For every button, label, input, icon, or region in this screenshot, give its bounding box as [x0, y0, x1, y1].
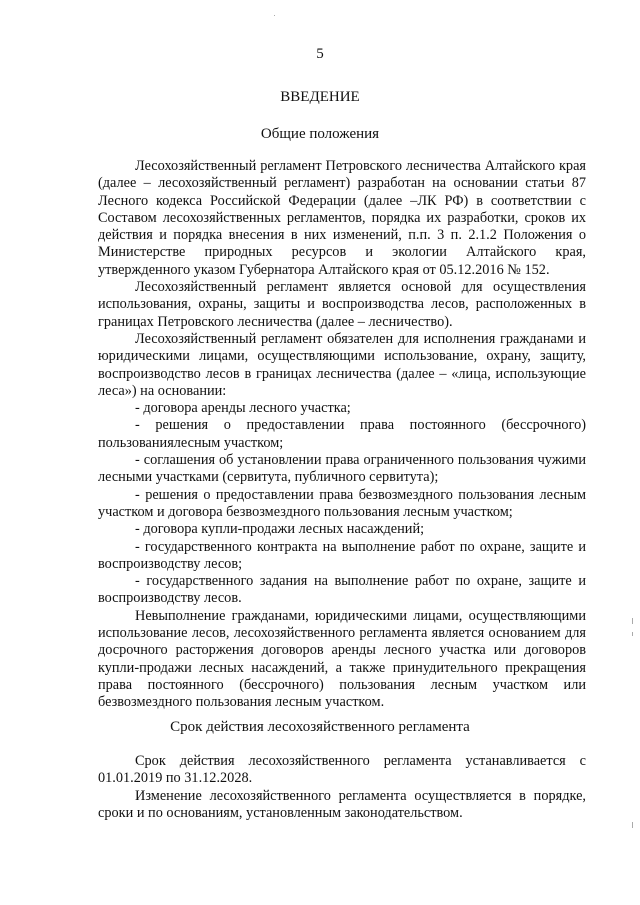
list-item: - договора купли-продажи лесных насаждений; — [135, 521, 425, 538]
scan-speck — [632, 618, 633, 624]
list-item: - решения о предоставлении права постоянного (бессрочного) пользованиялесным участком; — [98, 417, 586, 451]
paragraph-obligation: Лесохозяйственный регламент обязателен для исполнения гражданами и юридическими лицами, осуществляющими использование, охрану, защиту, воспроизводство лесов в границах лесничества (далее – «лица, использующие леса») на основании: — [98, 330, 586, 399]
list-item: - договора аренды лесного участка; — [135, 400, 351, 417]
paragraph-basis: Лесохозяйственный регламент Петровского лесничества Алтайского края (далее – лесохозяйственный регламент) разработан на основании статьи 87 Лесного кодекса Российской Федерации (далее –ЛК РФ) в соответствии с Составом лесохозяйственных регламентов, порядка их разработки, сроков их действия и порядка внесения в них изменений, п.п. 3 п. 2.1.2 Положения о Министерстве природных ресурсов и экологии Алтайского края, утвержденного указом Губернатора Алтайского края от 05.12.2016 № 152. — [98, 158, 586, 278]
scan-speck — [632, 822, 633, 828]
paragraph-amendment: Изменение лесохозяйственного регламента осуществляется в порядке, сроки и по основаниям, установленным законодательством. — [98, 787, 586, 821]
list-item: - соглашения об установлении права ограниченного пользования чужими лесными участками (сервитута, публичного сервитута); — [98, 452, 586, 486]
general-provisions-text — [98, 158, 586, 712]
paragraph-non-compliance: Невыполнение гражданами, юридическими лицами, осуществляющими использование лесов, лесохозяйственного регламента является основанием для досрочного расторжения договоров аренды лесного участка или договоров купли-продажи лесных насаждений, а также принудительного прекращения права постоянного (бессрочного) пользования лесным участком или безвозмездного пользования лесным участком. — [98, 607, 586, 711]
document-title: ВВЕДЕНИЕ — [280, 89, 360, 105]
list-item: - государственного контракта на выполнение работ по охране, защите и воспроизводству лесов; — [98, 538, 586, 572]
list-item: - решения о предоставлении права безвозмездного пользования лесным участком и договора безвозмездного пользования лесным участком; — [98, 486, 586, 520]
scan-speck — [632, 632, 633, 636]
scan-speck — [274, 15, 275, 16]
list-item: - государственного задания на выполнение работ по охране, защите и воспроизводству лесов. — [98, 573, 586, 607]
section-title-term: Срок действия лесохозяйственного регламента — [170, 719, 470, 735]
paragraph-foundation: Лесохозяйственный регламент является основой для осуществления использования, охраны, защиты и воспроизводства лесов, расположенных в границах Петровского лесничества (далее – лесничество). — [98, 279, 586, 330]
paragraph-term: Срок действия лесохозяйственного регламента устанавливается с 01.01.2019 по 31.12.2028. — [98, 753, 586, 787]
section-subtitle-general: Общие положения — [260, 126, 380, 142]
term-text — [98, 753, 586, 822]
page-number: 5 — [316, 46, 324, 62]
